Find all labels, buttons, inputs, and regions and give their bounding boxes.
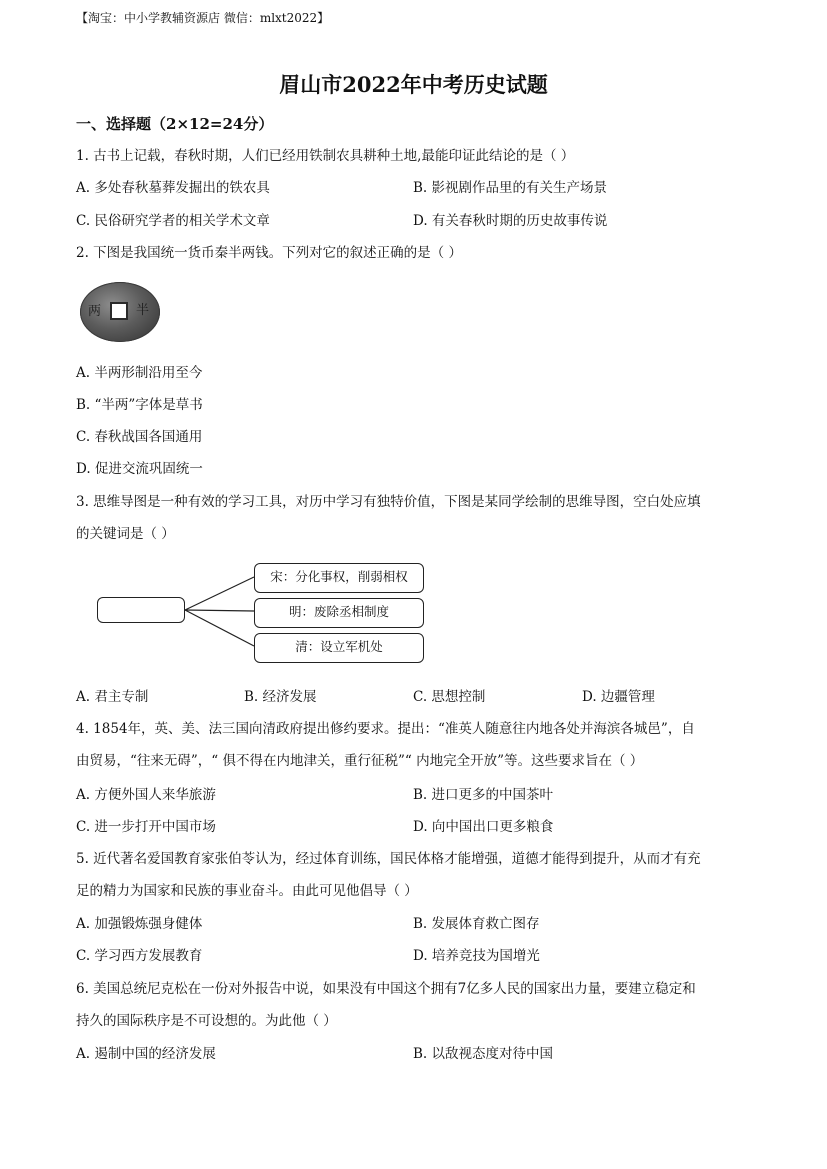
question-5-option-c: C. 学习西方发展教育 [76, 948, 203, 964]
question-3-stem-line-2: 的关键词是（ ） [76, 526, 175, 542]
section-title: 一、选择题（2×12=24分） [76, 115, 274, 133]
question-6-option-b: B. 以敌视态度对待中国 [413, 1046, 554, 1062]
question-3-option-c: C. 思想控制 [413, 689, 486, 705]
question-3-option-a: A. 君主专制 [76, 689, 149, 705]
question-2-option-d: D. 促进交流巩固统一 [76, 461, 203, 477]
question-2-option-c: C. 春秋战国各国通用 [76, 429, 203, 445]
question-5-option-a: A. 加强锻炼强身健体 [76, 916, 203, 932]
question-4-option-d: D. 向中国出口更多粮食 [413, 819, 554, 835]
question-2-option-a: A. 半两形制沿用至今 [76, 365, 203, 381]
question-4-stem-line-2: 由贸易，“往来无碍”，“ 俱不得在内地津关，重行征税”“ 内地完全开放”等。这些要求旨在（ ） [76, 753, 644, 769]
header-note: 【淘宝：中小学教辅资源店 微信：mlxt2022】 [76, 11, 330, 25]
mindmap-branch-song: 宋：分化事权，削弱相权 [254, 563, 424, 593]
question-6-stem-line-1: 6. 美国总统尼克松在一份对外报告中说，如果没有中国这个拥有7亿多人民的国家出力量，要建立稳定和 [76, 981, 696, 997]
question-4-option-c: C. 进一步打开中国市场 [76, 819, 216, 835]
question-2-stem: 2. 下图是我国统一货币秦半两钱。下列对它的叙述正确的是（ ） [76, 245, 462, 261]
question-3-option-b: B. 经济发展 [244, 689, 317, 705]
question-2-option-b: B. “半两”字体是草书 [76, 397, 203, 413]
question-5-stem-line-2: 足的精力为国家和民族的事业奋斗。由此可见他倡导（ ） [76, 883, 418, 899]
question-4-stem-line-1: 4. 1854年，英、美、法三国向清政府提出修约要求。提出：“准英人随意往内地各处并海滨各城邑”，自 [76, 721, 695, 737]
question-5-option-d: D. 培养竞技为国增光 [413, 948, 540, 964]
question-3-stem-line-1: 3. 思维导图是一种有效的学习工具，对历中学习有独特价值，下图是某同学绘制的思维导图，空白处应填 [76, 494, 701, 510]
mindmap-blank-box [97, 597, 185, 623]
question-1-option-c: C. 民俗研究学者的相关学术文章 [76, 213, 270, 229]
coin-char-left: 两 [88, 304, 102, 319]
question-4-option-b: B. 进口更多的中国茶叶 [413, 787, 554, 803]
question-1-option-b: B. 影视剧作品里的有关生产场景 [413, 180, 608, 196]
question-6-stem-line-2: 持久的国际秩序是不可设想的。为此他（ ） [76, 1013, 337, 1029]
question-1-option-a: A. 多处春秋墓葬发掘出的铁农具 [76, 180, 270, 196]
mindmap-branch-qing: 清：设立军机处 [254, 633, 424, 663]
coin-char-right: 半 [136, 303, 150, 318]
page-title: 眉山市2022年中考历史试题 [279, 72, 548, 97]
question-1-option-d: D. 有关春秋时期的历史故事传说 [413, 213, 608, 229]
question-5-stem-line-1: 5. 近代著名爱国教育家张伯苓认为，经过体育训练，国民体格才能增强，道德才能得到提升，从而才有充 [76, 851, 701, 867]
question-4-option-a: A. 方便外国人来华旅游 [76, 787, 216, 803]
question-1-stem: 1. 古书上记载，春秋时期，人们已经用铁制农具耕种土地,最能印证此结论的是（ ） [76, 148, 575, 164]
mindmap-branch-ming: 明：废除丞相制度 [254, 598, 424, 628]
question-6-option-a: A. 遏制中国的经济发展 [76, 1046, 216, 1062]
question-5-option-b: B. 发展体育救亡图存 [413, 916, 540, 932]
question-3-option-d: D. 边疆管理 [582, 689, 655, 705]
